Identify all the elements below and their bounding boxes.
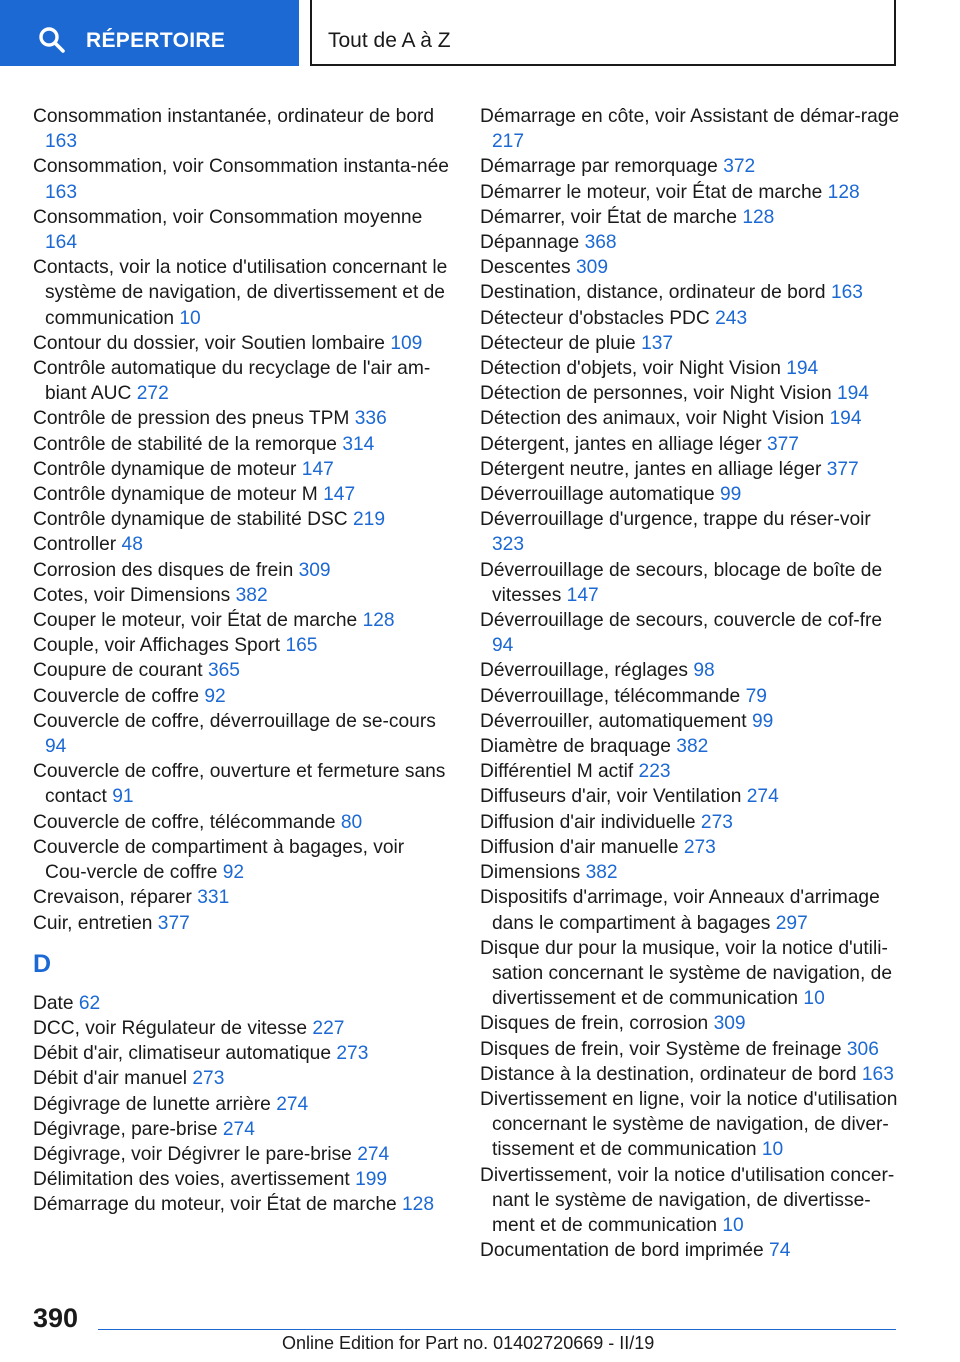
index-entry [33,658,451,683]
index-entry [33,356,451,406]
index-entry [33,331,451,356]
index-entry-page-link[interactable]: 94 [45,736,67,758]
index-entry-page-link[interactable]: 274 [357,1143,390,1165]
index-entry-page-link[interactable]: 377 [157,912,190,934]
index-entry [33,432,451,457]
index-entry-page-link[interactable]: 272 [136,383,169,405]
index-entry-text: Contrôle de stabilité de la remorque [33,433,337,455]
index-entry-text: Contrôle automatique du recyclage de l'air am-biant AUC [33,358,431,405]
index-entry [480,835,900,860]
index-entry-text: Déverrouillage, réglages [480,660,688,682]
index-entry-text: Dégivrage de lunette arrière [33,1093,271,1115]
index-entry-page-link[interactable]: 92 [222,862,245,884]
index-entry [480,658,900,683]
index-entry [33,507,451,532]
index-entry-text: Contour du dossier, voir Soutien lombaire [33,332,385,354]
index-entry [33,991,451,1016]
index-entry [33,482,451,507]
index-entry-page-link[interactable]: 147 [566,584,599,606]
index-entry-page-link[interactable]: 314 [342,433,375,455]
index-entry-page-link[interactable]: 323 [492,534,525,556]
index-entry-text: Corrosion des disques de frein [33,559,294,581]
index-entry-page-link[interactable]: 163 [861,1063,894,1085]
index-entry-text: Dégivrage, pare-brise [33,1118,218,1140]
index-entry-page-link[interactable]: 128 [402,1194,435,1216]
index-entry-text: Coupure de courant [33,660,203,682]
index-entry-text: Distance à la destination, ordinateur de bord [480,1063,857,1085]
index-entry [33,608,451,633]
index-entry-page-link[interactable]: 165 [285,635,318,657]
index-entry-text: Crevaison, réparer [33,887,192,909]
index-entry-page-link[interactable]: 164 [45,232,78,254]
index-entry [480,1062,900,1087]
index-entry-text: Détecteur d'obstacles PDC [480,307,710,329]
index-entry [33,406,451,431]
index-entry-text: Détection d'objets, voir Night Vision [480,358,781,380]
index-entry [480,154,900,179]
index-entry-page-link[interactable]: 274 [276,1093,309,1115]
index-entry [480,936,900,1012]
index-entry-page-link[interactable]: 98 [693,660,715,682]
index-entry-text: Démarrage du moteur, voir État de marche [33,1194,397,1216]
index-entry [33,1041,451,1066]
index-entry [33,835,451,885]
index-entry [480,684,900,709]
index-entry [480,1163,900,1239]
index-entry-page-link[interactable]: 227 [312,1017,345,1039]
index-entry [33,583,451,608]
section-letter: D [33,949,52,978]
index-entry [33,1142,451,1167]
index-entry [33,154,451,204]
index-entry [480,1011,900,1036]
index-entry-page-link[interactable]: 48 [121,534,143,556]
index-entry [480,507,900,557]
index-entry-text: Disques de frein, voir Système de freinage [480,1038,842,1060]
index-entry-page-link[interactable]: 163 [45,131,78,153]
index-entry-page-link[interactable]: 10 [761,1139,784,1161]
directory-tab-label: RÉPERTOIRE [86,29,226,52]
index-entry-text: Couvercle de coffre, déverrouillage de se-cours [33,710,436,732]
index-entry-page-link[interactable]: 368 [584,232,617,254]
index-entry-page-link[interactable]: 199 [355,1169,388,1191]
index-entry [480,608,900,658]
index-entry [33,1092,451,1117]
index-entry-page-link[interactable]: 219 [352,509,385,531]
index-entry-text: Documentation de bord imprimée [480,1240,764,1262]
index-entry-text: Consommation instantanée, ordinateur de bord [33,106,435,127]
index-entry [33,633,451,658]
index-entry-text: Diffusion d'air individuelle [480,811,696,833]
index-entry-text: Détection de personnes, voir Night Vision [480,383,832,405]
index-entry-text: Détection des animaux, voir Night Vision [480,408,825,430]
index-entry-page-link[interactable]: 377 [766,433,799,455]
index-entry-page-link[interactable]: 128 [362,610,395,632]
index-entry [480,734,900,759]
index-entry [480,1087,900,1163]
index-entry-page-link[interactable]: 194 [829,408,862,430]
index-entry [33,457,451,482]
index-entry-text: Disques de frein, corrosion [480,1013,709,1035]
index-entry [480,1238,900,1263]
index-entry [33,1192,451,1217]
index-entry [480,860,900,885]
index-entry-text: Consommation, voir Consommation moyenne [33,206,423,228]
index-entry-text: Démarrage en côte, voir Assistant de démar-rage [480,106,900,127]
index-entry-page-link[interactable]: 331 [197,887,230,909]
index-entry [33,885,451,910]
index-entry-text: Date [33,992,74,1014]
index-entry [480,457,900,482]
index-entry-page-link[interactable]: 382 [235,584,268,606]
index-entry [33,1016,451,1041]
index-entry [480,180,900,205]
index-entry-page-link[interactable]: 10 [179,307,201,329]
index-entry-text: Détecteur de pluie [480,332,636,354]
index-list-c [33,104,451,936]
index-entry-text: Contrôle de pression des pneus TPM [33,408,350,430]
index-entry-text: Déverrouiller, automatiquement [480,710,747,732]
index-entry-text: Cotes, voir Dimensions [33,584,231,606]
index-entry [480,784,900,809]
index-entry [480,810,900,835]
index-entry-text: Dimensions [480,862,581,884]
index-entry [33,759,451,809]
index-entry-text: Diamètre de braquage [480,736,671,758]
index-entry-text: Couvercle de coffre, télécommande [33,811,336,833]
index-entry-page-link[interactable]: 297 [775,912,808,934]
footer-divider [98,1329,896,1330]
index-entry-page-link[interactable]: 309 [298,559,331,581]
index-entry-page-link[interactable]: 217 [492,131,525,153]
index-entry-page-link[interactable]: 309 [713,1013,746,1035]
index-column-right [480,104,900,1263]
index-entry-text: Démarrage par remorquage [480,156,718,178]
index-entry-text: Détergent neutre, jantes en alliage léger [480,458,822,480]
index-entry [480,759,900,784]
index-entry-text: Dispositifs d'arrimage, voir Anneaux d'arrimage dans le compartiment à bagages [480,887,880,934]
index-entry [33,558,451,583]
index-entry-text: Divertissement, voir la notice d'utilisation concer-nant le système de navigation, de divertisse-ment et de communication [480,1164,895,1236]
index-entry [33,1117,451,1142]
index-entry-page-link[interactable]: 336 [354,408,387,430]
edition-text: Online Edition for Part no. 01402720669 - II/19 [282,1333,655,1353]
index-entry-page-link[interactable]: 10 [803,988,825,1010]
index-entry [480,331,900,356]
index-entry-page-link[interactable]: 99 [751,710,774,732]
index-entry [33,532,451,557]
page-number: 390 [33,1303,79,1333]
index-entry [480,885,900,935]
index-entry [480,230,900,255]
index-entry-page-link[interactable]: 80 [340,811,363,833]
index-entry [480,432,900,457]
index-entry-page-link[interactable]: 194 [836,383,869,405]
index-entry-text: Démarrer le moteur, voir État de marche [480,181,823,203]
index-entry [33,810,451,835]
index-entry-text: Couvercle de coffre, ouverture et fermeture sans contact [33,761,446,808]
index-entry-text: Contacts, voir la notice d'utilisation concernant le système de navigation, de divertissement et de communication [33,257,448,329]
index-entry-text: DCC, voir Régulateur de vitesse [33,1017,308,1039]
index-entry-text: Débit d'air, climatiseur automatique [33,1043,332,1065]
index-entry [480,306,900,331]
index-entry [480,205,900,230]
index-entry [33,205,451,255]
index-entry-text: Contrôle dynamique de moteur M [33,484,318,506]
index-entry-page-link[interactable]: 91 [112,786,134,808]
index-entry-page-link[interactable]: 274 [222,1118,255,1140]
index-entry-text: Dégivrage, voir Dégivrer le pare-brise [33,1143,352,1165]
index-entry-text: Détergent, jantes en alliage léger [480,433,762,455]
index-entry-page-link[interactable]: 274 [746,786,779,808]
index-entry-page-link[interactable]: 377 [826,458,859,480]
index-entry [480,1037,900,1062]
index-entry-text: Déverrouillage, télécommande [480,685,741,707]
directory-tab[interactable] [0,0,299,66]
index-entry-page-link[interactable]: 163 [45,181,78,203]
index-entry-page-link[interactable]: 273 [700,811,733,833]
index-entry [480,255,900,280]
index-entry-text: Disque dur pour la musique, voir la notice d'utili-sation concernant le système de navigation, de divertissement et de communication [480,937,892,1010]
index-entry-text: Controller [33,534,117,556]
index-entry [33,255,451,331]
index-entry-page-link[interactable]: 309 [576,257,609,279]
index-entry [33,104,451,154]
index-entry-page-link[interactable]: 10 [722,1214,744,1236]
index-entry [33,709,451,759]
index-entry-text: Destination, distance, ordinateur de bord [480,282,826,304]
header-bar [0,0,960,66]
index-entry-page-link[interactable]: 128 [827,181,860,203]
index-entry-page-link[interactable]: 79 [745,685,767,707]
index-entry-text: Déverrouillage de secours, couvercle de cof-fre [480,610,883,632]
index-entry-text: Dépannage [480,232,580,254]
index-entry [480,104,900,154]
index-entry-page-link[interactable]: 94 [492,635,514,657]
index-entry-page-link[interactable]: 273 [336,1043,369,1065]
index-entry-text: Cuir, entretien [33,912,153,934]
index-entry-text: Délimitation des voies, avertissement [33,1169,350,1191]
index-entry-text: Déverrouillage d'urgence, trappe du réser-voir [480,509,871,531]
index-entry-page-link[interactable]: 382 [585,862,618,884]
search-icon [38,26,66,54]
index-entry-page-link[interactable]: 365 [207,660,240,682]
index-entry-text: Couple, voir Affichages Sport [33,635,281,657]
index-entry [33,1066,451,1091]
index-entry-text: Déverrouillage automatique [480,484,715,506]
index-entry-page-link[interactable]: 273 [683,836,716,858]
index-entry-text: Couvercle de compartiment à bagages, voir Cou-vercle de coffre [33,836,405,884]
index-entry [33,684,451,709]
index-entry-text: Diffusion d'air manuelle [480,836,679,858]
index-entry-page-link[interactable]: 306 [846,1038,879,1060]
index-entry-text: Couvercle de coffre [33,685,200,707]
index-entry [480,406,900,431]
index-entry [480,356,900,381]
index-entry-page-link[interactable]: 99 [720,484,742,506]
index-entry-text: Consommation, voir Consommation instanta-née [33,156,449,178]
index-entry-page-link[interactable]: 147 [323,484,356,506]
index-entry-text: Contrôle dynamique de stabilité DSC [33,509,348,531]
index-entry [480,709,900,734]
index-entry-text: Divertissement en ligne, voir la notice d'utilisation concernant le système de navigation, de diver-tissement et de communication [480,1088,898,1161]
index-entry [480,558,900,608]
index-entry-page-link[interactable]: 382 [676,736,709,758]
index-list-d [33,991,451,1218]
index-entry-text: Différentiel M actif [480,761,634,783]
index-entry-page-link[interactable]: 128 [742,206,775,228]
index-entry-text: Déverrouillage de secours, blocage de boîte de vitesses [480,559,883,606]
index-entry-page-link[interactable]: 194 [786,358,819,380]
index-entry-text: Couper le moteur, voir État de marche [33,610,358,632]
index-entry-text: Contrôle dynamique de moteur [33,458,297,480]
index-list-d-continued [480,104,900,1263]
section-tab-label: Tout de A à Z [328,29,451,52]
index-entry-page-link[interactable]: 147 [301,458,334,480]
index-entry-page-link[interactable]: 243 [715,307,748,329]
index-entry-text: Démarrer, voir État de marche [480,206,737,228]
index-entry-page-link[interactable]: 92 [204,685,226,707]
index-entry-page-link[interactable]: 223 [638,761,671,783]
index-entry-page-link[interactable]: 137 [641,332,674,354]
index-entry-page-link[interactable]: 74 [769,1240,791,1262]
index-entry-text: Descentes [480,257,571,279]
section-tab [310,0,896,66]
index-entry-page-link[interactable]: 372 [723,156,756,178]
index-entry [480,381,900,406]
index-entry-page-link[interactable]: 109 [390,332,423,354]
index-entry-text: Débit d'air manuel [33,1068,188,1090]
index-entry [480,482,900,507]
index-entry-text: Diffuseurs d'air, voir Ventilation [480,786,742,808]
index-entry-page-link[interactable]: 163 [830,282,863,304]
index-entry-page-link[interactable]: 62 [78,992,101,1014]
index-entry-page-link[interactable]: 273 [192,1068,225,1090]
index-entry [33,911,451,936]
index-column-left [33,104,451,1218]
index-entry [480,280,900,305]
index-entry [33,1167,451,1192]
